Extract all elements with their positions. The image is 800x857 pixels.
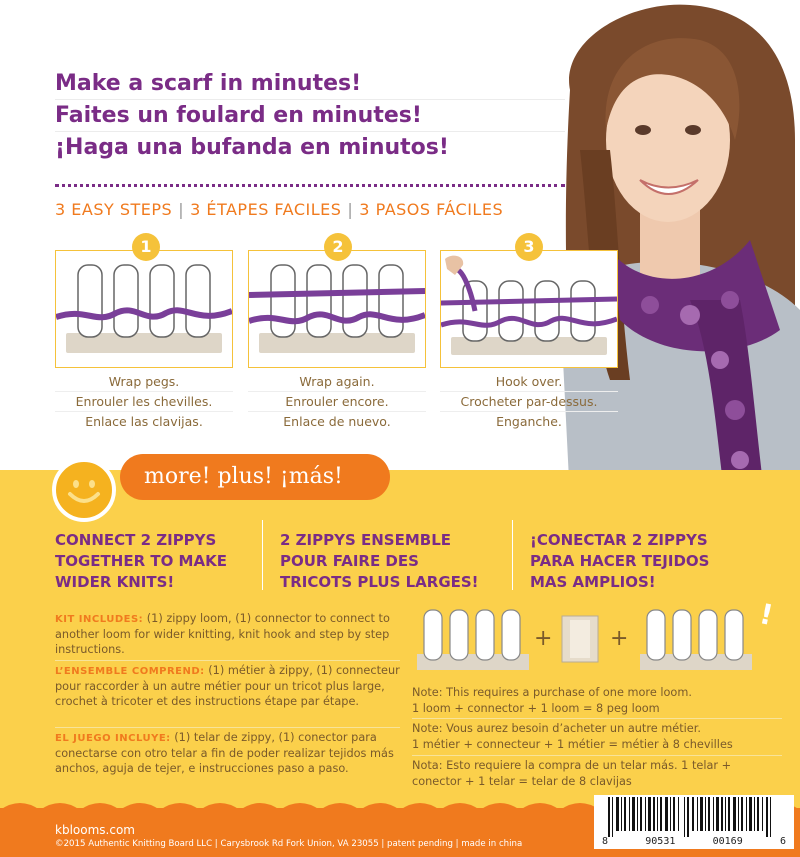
note-es-line: Nota: Esto requiere la compra de un telar más. 1 telar + — [412, 759, 732, 772]
step-1-caption-fr: Enrouler les chevilles. — [55, 392, 233, 412]
step-1-badge: 1 — [132, 233, 160, 261]
barcode-digits — [594, 836, 794, 847]
step-1-caption-es: Enlace las clavijas. — [85, 414, 203, 429]
kit-includes-es — [55, 730, 400, 776]
connect-fr — [280, 530, 479, 593]
column-divider — [512, 520, 513, 590]
connect-en — [55, 530, 227, 593]
barcode-digit-group: 6 — [779, 836, 786, 847]
steps-title-es: 3 PASOS FÁCILES — [359, 200, 504, 219]
step-3-illustration — [440, 250, 618, 368]
note-en-line: 1 loom + connector + 1 loom = 8 peg loom — [412, 702, 660, 715]
step-3-caption-es: Enganche. — [496, 414, 562, 429]
headline-block — [55, 68, 565, 164]
note-en-line: Note: This requires a purchase of one more loom. — [412, 686, 692, 699]
plus-sign: + — [534, 626, 553, 651]
plus-sign: + — [610, 626, 629, 651]
connect-en-line: WIDER KNITS! — [55, 573, 175, 591]
note-divider — [412, 718, 782, 719]
step-2-badge: 2 — [324, 233, 352, 261]
kit-divider — [55, 660, 400, 661]
connect-es-line: ¡CONECTAR 2 ZIPPYS — [530, 531, 708, 549]
connect-fr-line: 2 ZIPPYS ENSEMBLE — [280, 531, 452, 549]
kit-text-en: (1) zippy loom, (1) connector to connect to another loom for wider knitting, knit hook and step by step instructions. — [55, 612, 390, 656]
step-3-captions — [440, 372, 618, 432]
note-fr-line: 1 métier + connecteur + 1 métier = métier à 8 chevilles — [412, 738, 733, 751]
step-2-caption-en: Wrap again. — [248, 372, 426, 392]
connect-fr-line: TRICOTS PLUS LARGES! — [280, 573, 479, 591]
headline-en: Make a scarf in minutes! — [55, 68, 565, 100]
steps-title — [55, 200, 503, 219]
loom-combination-diagram — [412, 597, 782, 678]
kit-includes-en — [55, 611, 400, 657]
note-en — [412, 685, 782, 717]
barcode-digit-group: 8 — [602, 836, 609, 847]
connect-es-line: MAS AMPLIOS! — [530, 573, 656, 591]
kit-divider — [55, 727, 400, 728]
more-speech-bubble: more! plus! ¡más! — [120, 454, 390, 500]
step-1-illustration — [55, 250, 233, 368]
website-link[interactable]: kblooms.com — [55, 823, 135, 837]
steps-title-en: 3 EASY STEPS — [55, 200, 173, 219]
legal-text: ©2015 Authentic Knitting Board LLC | Carysbrook Rd Fork Union, VA 23055 | patent pending | made in china — [55, 839, 523, 849]
note-fr — [412, 721, 782, 753]
kit-includes-fr — [55, 663, 400, 709]
step-2-captions — [248, 372, 426, 432]
connect-en-line: TOGETHER TO MAKE — [55, 552, 227, 570]
dotted-divider — [55, 184, 565, 187]
smiley-icon — [52, 458, 116, 522]
step-2-caption-es: Enlace de nuevo. — [283, 414, 391, 429]
step-2-illustration — [248, 250, 426, 368]
step-1-captions — [55, 372, 233, 432]
step-1-caption-en: Wrap pegs. — [55, 372, 233, 392]
connect-fr-line: POUR FAIRE DES — [280, 552, 419, 570]
kit-label-fr: L’ENSEMBLE COMPREND: — [55, 666, 205, 677]
headline-fr: Faites un foulard en minutes! — [55, 100, 565, 132]
step-3-caption-fr: Crocheter par-dessus. — [440, 392, 618, 412]
step-2-caption-fr: Enrouler encore. — [248, 392, 426, 412]
kit-text-fr: (1) métier à zippy, (1) connecteur pour raccorder à un autre métier pour un tricot plus large, crochet à tricoter et des instructions étape par étape. — [55, 664, 400, 708]
step-3-badge: 3 — [515, 233, 543, 261]
barcode-digit-group: 90531 — [645, 836, 676, 847]
kit-label-en: KIT INCLUDES: — [55, 614, 144, 625]
connect-es — [530, 530, 709, 593]
connect-en-line: CONNECT 2 ZIPPYS — [55, 531, 217, 549]
kit-label-es: EL JUEGO INCLUYE: — [55, 733, 171, 744]
headline-es: ¡Haga una bufanda en minutos! — [55, 135, 449, 160]
step-3-caption-en: Hook over. — [440, 372, 618, 392]
steps-title-fr: 3 ÉTAPES FACILES — [190, 200, 342, 219]
column-divider — [262, 520, 263, 590]
barcode — [594, 795, 794, 849]
kit-text-es: (1) telar de zippy, (1) conector para conectarse con otro telar a fin de poder realizar tejidos más anchos, aguja de tejer, e instrucciones paso a paso. — [55, 731, 394, 775]
steps-title-separator: | — [347, 200, 354, 219]
steps-title-separator: | — [178, 200, 185, 219]
barcode-digit-group: 00169 — [712, 836, 743, 847]
exclamation-mark: ! — [756, 597, 777, 632]
note-es — [412, 758, 782, 790]
connect-es-line: PARA HACER TEJIDOS — [530, 552, 710, 570]
note-divider — [412, 755, 782, 756]
note-es-line: conector + 1 telar = telar de 8 clavijas — [412, 775, 632, 788]
note-fr-line: Note: Vous aurez besoin d’acheter un autre métier. — [412, 722, 701, 735]
